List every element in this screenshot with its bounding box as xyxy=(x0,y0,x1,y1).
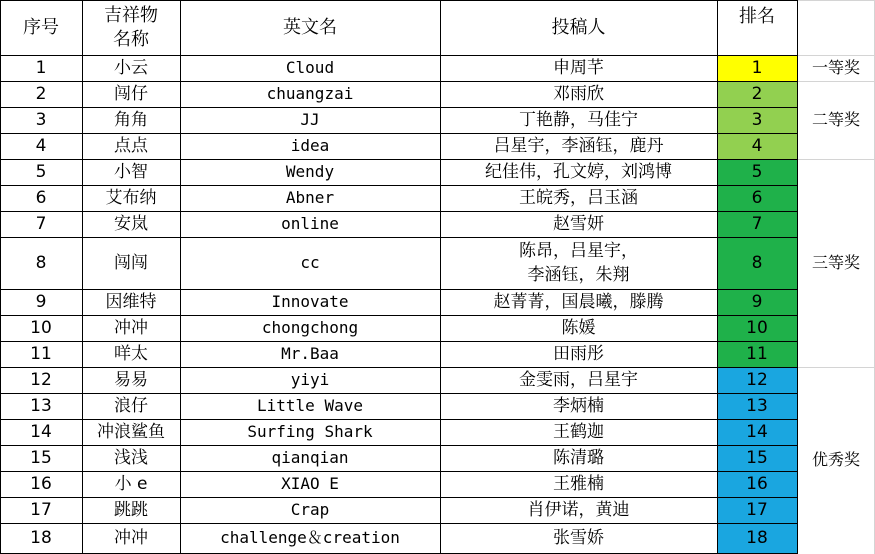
submitter-cell[interactable]: 赵菁菁，国晨曦，滕腾 xyxy=(493,292,664,312)
mascot-name-cell[interactable]: 易易 xyxy=(114,370,148,390)
grid-line xyxy=(0,523,798,524)
grid-line xyxy=(0,81,798,82)
mascot-name-cell[interactable]: 冲浪鲨鱼 xyxy=(97,422,165,442)
seq-cell[interactable]: 6 xyxy=(35,188,47,208)
submitter-cell[interactable]: 肖伊诺，黄迪 xyxy=(527,500,630,520)
submitter-cell[interactable]: 王雅楠 xyxy=(553,474,604,494)
rank-cell[interactable]: 11 xyxy=(717,341,797,367)
grid-line xyxy=(0,133,798,134)
seq-cell[interactable]: 14 xyxy=(30,422,52,442)
submitter-cell[interactable]: 张雪娇 xyxy=(553,528,604,548)
grid-line xyxy=(0,367,798,368)
rank-cell[interactable]: 15 xyxy=(717,445,797,471)
submitter-cell[interactable]: 吕星宇，李涵钰，鹿丹 xyxy=(493,136,664,156)
mascot-name-cell[interactable]: 咩太 xyxy=(114,344,148,364)
mascot-name-cell[interactable]: 闯仔 xyxy=(114,84,148,104)
rank-cell[interactable]: 4 xyxy=(717,133,797,159)
seq-cell[interactable]: 9 xyxy=(35,292,47,312)
header-english-name: 英文名 xyxy=(283,16,337,38)
seq-cell[interactable]: 1 xyxy=(35,58,47,78)
grid-line xyxy=(797,0,798,554)
grid-line xyxy=(0,341,798,342)
rank-cell[interactable]: 13 xyxy=(717,393,797,419)
seq-cell[interactable]: 8 xyxy=(35,253,47,273)
header-seq: 序号 xyxy=(23,16,59,38)
rank-cell[interactable]: 7 xyxy=(717,211,797,237)
mascot-name-cell[interactable]: 艾布纳 xyxy=(105,188,157,208)
mascot-name-cell[interactable]: 浪仔 xyxy=(114,396,148,416)
submitter-cell[interactable]: 金雯雨，吕星宇 xyxy=(519,370,638,390)
mascot-name-cell[interactable]: 浅浅 xyxy=(114,448,148,468)
header-rank: 排名 xyxy=(739,6,775,27)
grid-line xyxy=(717,0,718,554)
rank-cell[interactable]: 2 xyxy=(717,81,797,107)
mascot-name-cell[interactable]: 冲冲 xyxy=(114,318,148,338)
grid-line xyxy=(0,445,798,446)
award-label: 二等奖 xyxy=(811,110,860,129)
grid-line xyxy=(798,55,875,56)
seq-cell[interactable]: 11 xyxy=(30,344,52,364)
header-submitter: 投稿人 xyxy=(551,16,606,38)
submitter-cell[interactable]: 陈清璐 xyxy=(553,448,604,468)
english-name-cell[interactable]: Wendy xyxy=(285,162,335,181)
rank-cell[interactable]: 6 xyxy=(717,185,797,211)
grid-line xyxy=(180,0,181,554)
award-label: 优秀奖 xyxy=(811,450,860,469)
grid-line xyxy=(0,185,798,186)
english-name-cell[interactable]: Surfing Shark xyxy=(247,422,373,441)
submitter-cell[interactable]: 李炳楠 xyxy=(553,396,604,416)
mascot-name-cell[interactable]: 角角 xyxy=(114,110,148,130)
rank-cell[interactable]: 9 xyxy=(717,289,797,315)
grid-line xyxy=(0,55,798,56)
english-name-cell[interactable]: XIAO E xyxy=(281,474,339,493)
grid-line xyxy=(0,237,798,238)
rank-cell[interactable]: 8 xyxy=(717,237,797,289)
submitter-cell[interactable]: 陈昂，吕星宇， 李涵钰，朱翔 xyxy=(519,241,638,285)
english-name-cell[interactable]: Little Wave xyxy=(257,396,363,415)
grid-line xyxy=(798,159,875,160)
grid-line xyxy=(0,497,798,498)
submitter-cell[interactable]: 丁艳静，马佳宁 xyxy=(519,110,638,130)
mascot-name-cell[interactable]: 点点 xyxy=(114,136,148,156)
seq-cell[interactable]: 3 xyxy=(35,110,47,130)
mascot-name-cell[interactable]: 小 e xyxy=(114,474,148,494)
grid-line xyxy=(0,107,798,108)
submitter-cell[interactable]: 申周芊 xyxy=(553,58,604,78)
mascot-name-cell[interactable]: 小云 xyxy=(114,58,148,78)
seq-cell[interactable]: 10 xyxy=(30,318,52,338)
submitter-cell[interactable]: 田雨彤 xyxy=(553,344,604,364)
submitter-cell[interactable]: 赵雪妍 xyxy=(553,214,604,234)
grid-line xyxy=(0,419,798,420)
grid-line xyxy=(0,0,1,554)
grid-line xyxy=(0,393,798,394)
english-name-cell[interactable]: Crap xyxy=(290,500,330,519)
award-label: 三等奖 xyxy=(811,253,860,272)
english-name-cell[interactable]: cc xyxy=(300,253,320,272)
seq-cell[interactable]: 17 xyxy=(30,500,52,520)
grid-line xyxy=(0,0,798,1)
english-name-cell[interactable]: idea xyxy=(290,136,330,155)
seq-cell[interactable]: 13 xyxy=(30,396,52,416)
grid-line xyxy=(798,367,875,368)
rank-cell[interactable]: 10 xyxy=(717,315,797,341)
mascot-name-cell[interactable]: 安岚 xyxy=(114,214,148,234)
header-mascot-name: 吉祥物 名称 xyxy=(104,4,158,50)
seq-cell[interactable]: 18 xyxy=(30,528,52,548)
english-name-cell[interactable]: chongchong xyxy=(261,318,359,337)
submitter-cell[interactable]: 王鹤迦 xyxy=(553,422,604,442)
grid-line xyxy=(0,315,798,316)
mascot-name-cell[interactable]: 小智 xyxy=(114,162,148,182)
english-name-cell[interactable]: Cloud xyxy=(285,58,335,77)
mascot-name-cell[interactable]: 因维特 xyxy=(105,292,157,312)
rank-cell[interactable]: 5 xyxy=(717,159,797,185)
seq-cell[interactable]: 2 xyxy=(35,84,47,104)
grid-line xyxy=(0,211,798,212)
english-name-cell[interactable]: JJ xyxy=(300,110,320,129)
grid-line xyxy=(440,0,441,554)
rank-cell[interactable]: 17 xyxy=(717,497,797,523)
english-name-cell[interactable]: Abner xyxy=(285,188,335,207)
grid-line xyxy=(82,0,83,554)
rank-cell[interactable]: 12 xyxy=(717,367,797,393)
mascot-name-cell[interactable]: 闯闯 xyxy=(114,253,148,273)
mascot-name-cell[interactable]: 跳跳 xyxy=(114,500,148,520)
submitter-cell[interactable]: 王皖秀，吕玉涵 xyxy=(519,188,638,208)
english-name-cell[interactable]: chuangzai xyxy=(266,84,354,103)
rank-cell[interactable]: 1 xyxy=(717,55,797,81)
rank-cell[interactable]: 16 xyxy=(717,471,797,497)
english-name-cell[interactable]: online xyxy=(281,214,339,233)
grid-line xyxy=(798,0,875,1)
grid-line xyxy=(0,471,798,472)
mascot-name-cell[interactable]: 冲冲 xyxy=(114,528,148,548)
award-label: 一等奖 xyxy=(811,58,860,77)
grid-line xyxy=(798,81,875,82)
rank-cell[interactable]: 3 xyxy=(717,107,797,133)
rank-cell[interactable]: 18 xyxy=(717,523,797,553)
english-name-cell[interactable]: Mr.Baa xyxy=(281,344,339,363)
seq-cell[interactable]: 4 xyxy=(35,136,47,156)
grid-line xyxy=(0,289,798,290)
rank-cell[interactable]: 14 xyxy=(717,419,797,445)
submitter-cell[interactable]: 纪佳伟，孔文婷，刘鸿博 xyxy=(485,162,672,182)
english-name-cell[interactable]: qianqian xyxy=(271,448,349,467)
seq-cell[interactable]: 15 xyxy=(30,448,52,468)
seq-cell[interactable]: 7 xyxy=(35,214,47,234)
seq-cell[interactable]: 16 xyxy=(30,474,52,494)
english-name-cell[interactable]: yiyi xyxy=(290,370,330,389)
submitter-cell[interactable]: 陈媛 xyxy=(561,318,596,338)
seq-cell[interactable]: 5 xyxy=(35,162,47,182)
seq-cell[interactable]: 12 xyxy=(30,370,52,390)
english-name-cell[interactable]: challenge＆creation xyxy=(220,528,400,547)
grid-line xyxy=(0,159,798,160)
submitter-cell[interactable]: 邓雨欣 xyxy=(553,84,604,104)
english-name-cell[interactable]: Innovate xyxy=(271,292,349,311)
